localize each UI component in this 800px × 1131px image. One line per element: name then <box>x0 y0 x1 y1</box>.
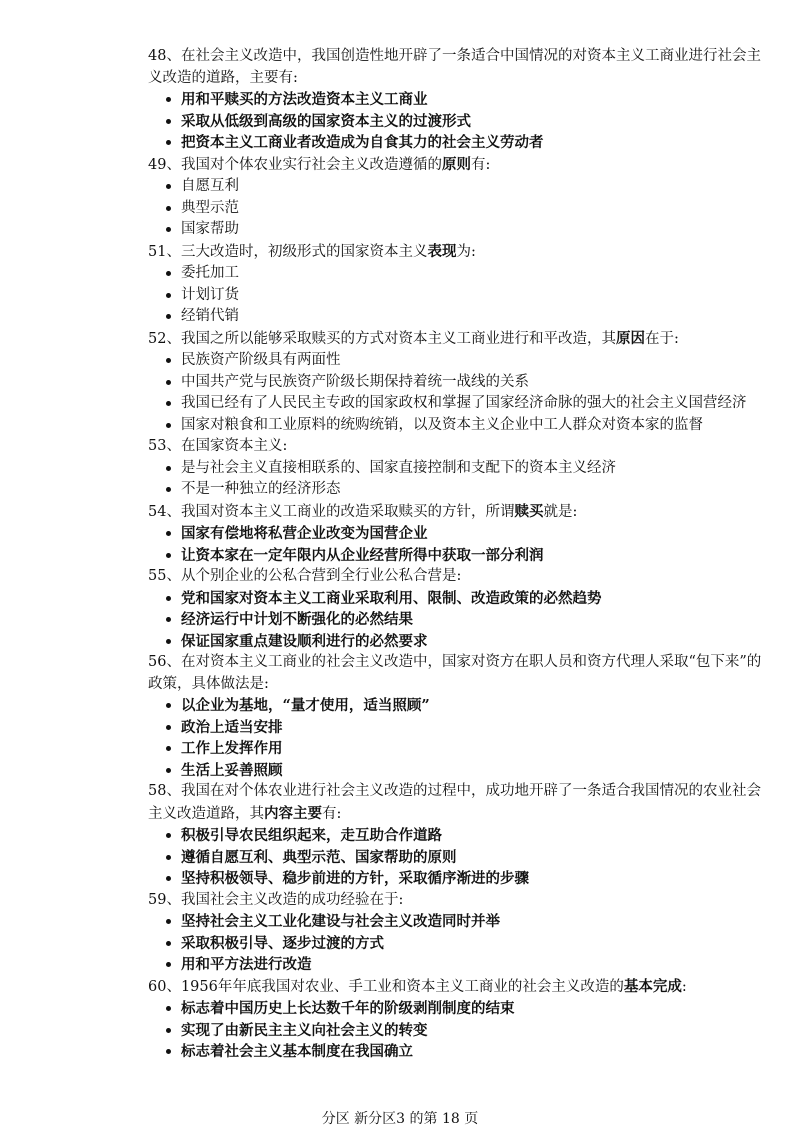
answer-list <box>148 911 768 976</box>
answer-item: 坚持社会主义工业化建设与社会主义改造同时并举 <box>148 911 768 933</box>
question-keyword: 原则 <box>441 155 471 173</box>
question-text <box>148 976 768 999</box>
question-stem: 在社会主义改造中，我国创造性地开辟了一条适合中国情况的对资本主义工商业进行社会主义改造的道路，主要有: <box>148 48 761 86</box>
question-number: 59、 <box>148 891 181 908</box>
answer-item: 坚持积极领导、稳步前进的方针，采取循序渐进的步骤 <box>148 868 768 890</box>
question-text <box>148 328 768 351</box>
question-51 <box>148 241 768 328</box>
question-number: 48、 <box>148 48 181 64</box>
question-56 <box>148 652 768 781</box>
answer-item: 积极引导农民组织起来，走互助合作道路 <box>148 825 768 847</box>
question-54 <box>148 501 768 567</box>
answer-item: 用和平方法进行改造 <box>148 954 768 976</box>
question-keyword: 表现 <box>427 242 457 260</box>
question-text <box>148 501 768 524</box>
answer-item: 自愿互利 <box>148 176 768 198</box>
question-49 <box>148 154 768 241</box>
answer-item: 是与社会主义直接相联系的、国家直接控制和支配下的资本主义经济 <box>148 458 768 480</box>
question-keyword: 赎买 <box>514 502 544 520</box>
answer-item: 经销代销 <box>148 306 768 328</box>
question-number: 52、 <box>148 330 181 347</box>
question-stem-end: 有: <box>470 156 491 173</box>
question-text <box>148 46 768 89</box>
question-keyword: 基本完成 <box>623 977 682 995</box>
answer-item: 生活上妥善照顾 <box>148 760 768 782</box>
question-number: 55、 <box>148 568 181 584</box>
question-stem-end: 有: <box>322 805 342 822</box>
answer-item: 国家有偿地将私营企业改变为国营企业 <box>148 523 768 545</box>
answer-item: 国家对粮食和工业原料的统购统销，以及资本主义企业中工人群众对资本家的监督 <box>148 415 768 437</box>
answer-item: 让资本家在一定年限内从企业经营所得中获取一部分利润 <box>148 545 768 567</box>
question-stem: 从个别企业的公私合营到全行业公私合营是: <box>180 568 462 584</box>
answer-item: 计划订货 <box>148 285 768 307</box>
question-text <box>148 890 768 912</box>
answer-item: 标志着中国历史上长达数千年的阶级剥削制度的结束 <box>148 998 768 1020</box>
question-stem: 在国家资本主义: <box>180 438 288 454</box>
answer-item: 政治上适当安排 <box>148 717 768 739</box>
question-number: 51、 <box>148 243 181 260</box>
question-text <box>148 652 768 695</box>
answer-item: 工作上发挥作用 <box>148 738 768 760</box>
answer-item: 委托加工 <box>148 263 768 285</box>
question-number: 58、 <box>148 783 181 799</box>
answer-item: 经济运行中计划不断强化的必然结果 <box>148 609 768 631</box>
answer-list <box>148 263 768 328</box>
answer-item: 用和平赎买的方法改造资本主义工商业 <box>148 89 768 111</box>
question-keyword: 原因 <box>615 329 645 347</box>
answer-item: 典型示范 <box>148 198 768 220</box>
answer-list <box>148 458 768 501</box>
answer-item: 标志着社会主义基本制度在我国确立 <box>148 1041 768 1063</box>
question-stem: 我国社会主义改造的成功经验在于: <box>180 891 404 908</box>
answer-list <box>148 89 768 154</box>
answer-item: 把资本主义工商业者改造成为自食其力的社会主义劳动者 <box>148 132 768 154</box>
question-stem: 我国对资本主义工商业的改造采取赎买的方针，所谓 <box>180 503 515 520</box>
question-text <box>148 781 768 825</box>
answer-item: 保证国家重点建设顺利进行的必然要求 <box>148 631 768 653</box>
answer-list <box>148 695 768 781</box>
question-stem: 1956年年底我国对农业、手工业和资本主义工商业的社会主义改造的 <box>180 978 624 995</box>
question-text <box>148 566 768 588</box>
question-58 <box>148 781 768 890</box>
answer-item: 民族资产阶级具有两面性 <box>148 350 768 372</box>
question-52 <box>148 328 768 437</box>
answer-list <box>148 176 768 241</box>
answer-list <box>148 588 768 653</box>
answer-item: 国家帮助 <box>148 219 768 241</box>
answer-item: 不是一种独立的经济形态 <box>148 479 768 501</box>
answer-list <box>148 998 768 1063</box>
question-stem: 在对资本主义工商业的社会主义改造中，国家对资方在职人员和资方代理人采取“包下来”的政策，具体做法是: <box>148 654 762 692</box>
question-stem: 三大改造时，初级形式的国家资本主义 <box>180 243 428 260</box>
question-text <box>148 154 768 177</box>
answer-item: 实现了由新民主主义向社会主义的转变 <box>148 1020 768 1042</box>
question-text <box>148 241 768 264</box>
question-stem-end: : <box>681 978 687 995</box>
answer-item: 遵循自愿互利、典型示范、国家帮助的原则 <box>148 847 768 869</box>
question-stem: 我国之所以能够采取赎买的方式对资本主义工商业进行和平改造，其 <box>180 330 616 347</box>
question-55 <box>148 566 768 652</box>
question-number: 49、 <box>148 156 181 173</box>
answer-item: 中国共产党与民族资产阶级长期保持着统一战线的关系 <box>148 372 768 394</box>
page-footer: 分区 新分区3 的第 18 页 <box>321 1111 479 1127</box>
question-stem-end: 在于: <box>644 330 679 347</box>
answer-item: 我国已经有了人民民主专政的国家政权和掌握了国家经济命脉的强大的社会主义国营经济 <box>148 393 768 415</box>
question-53 <box>148 436 768 501</box>
answer-item: 采取从低级到高级的国家资本主义的过渡形式 <box>148 111 768 133</box>
answer-list <box>148 523 768 566</box>
answer-list <box>148 350 768 436</box>
question-number: 53、 <box>148 438 181 454</box>
question-number: 54、 <box>148 503 181 520</box>
question-59 <box>148 890 768 976</box>
question-number: 56、 <box>148 654 181 670</box>
question-60 <box>148 976 768 1063</box>
answer-item: 党和国家对资本主义工商业采取利用、限制、改造政策的必然趋势 <box>148 588 768 610</box>
question-keyword: 内容主要 <box>264 804 322 822</box>
answer-item: 以企业为基地，“量才使用，适当照顾” <box>148 695 768 717</box>
document-body <box>148 46 768 1063</box>
question-stem: 我国在对个体农业进行社会主义改造的过程中，成功地开辟了一条适合我国情况的农业社会主义改造道路，其 <box>148 783 761 822</box>
question-stem: 我国对个体农业实行社会主义改造遵循的 <box>180 156 442 173</box>
answer-item: 采取积极引导、逐步过渡的方式 <box>148 933 768 955</box>
question-48 <box>148 46 768 154</box>
question-stem-end: 为: <box>456 243 476 260</box>
question-number: 60、 <box>148 978 181 995</box>
question-stem-end: 就是: <box>543 503 578 520</box>
question-text <box>148 436 768 458</box>
answer-list <box>148 825 768 890</box>
